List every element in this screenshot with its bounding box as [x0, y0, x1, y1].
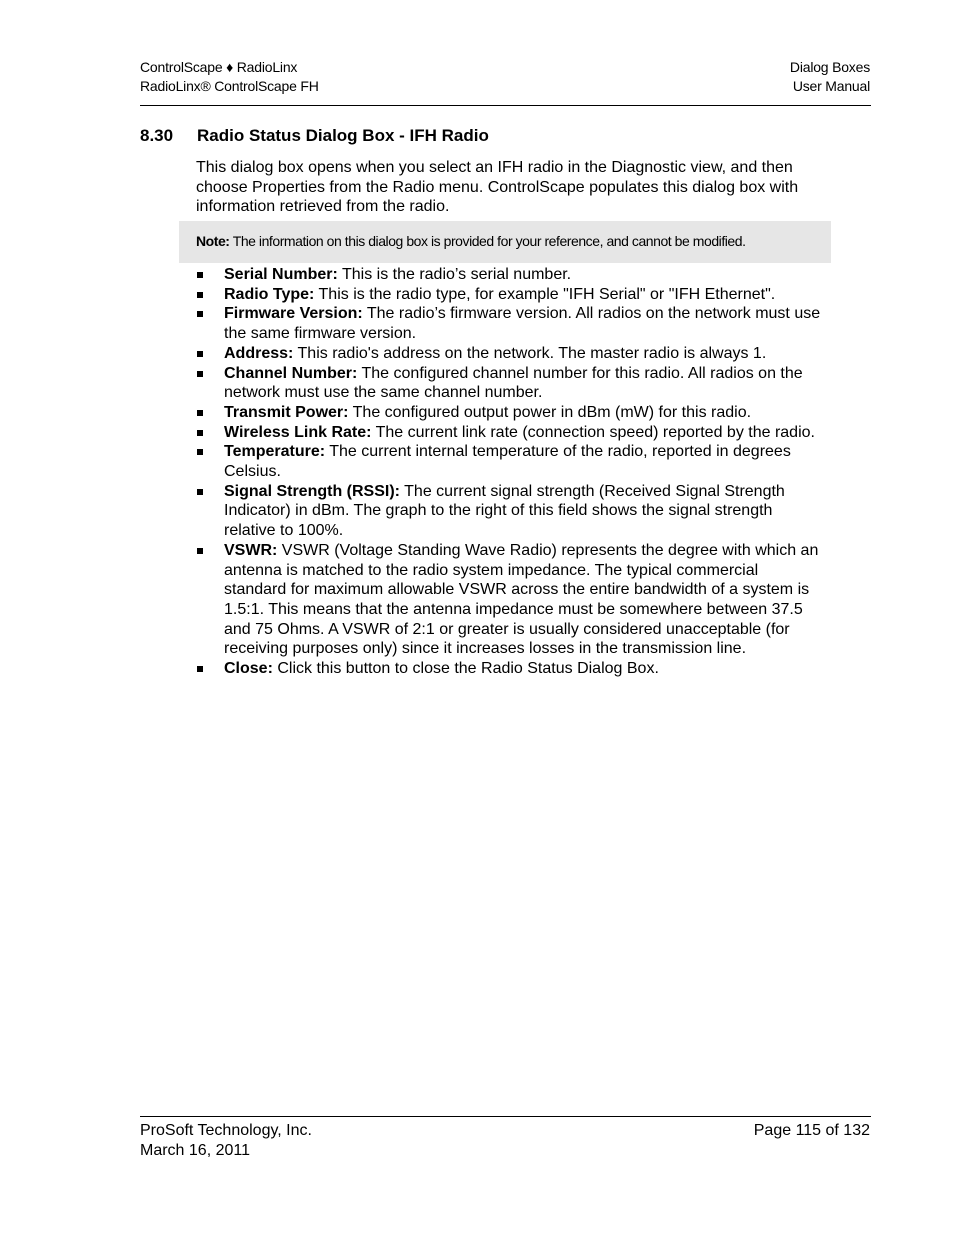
field-description: This is the radio type, for example "IFH Serial" or "IFH Ethernet".	[314, 285, 776, 303]
field-description: This radio's address on the network. The master radio is always 1.	[293, 344, 767, 362]
field-description: The radio’s firmware version. All radios on the network must use the same firmware version.	[224, 305, 821, 343]
field-term: Transmit Power:	[224, 403, 349, 421]
section-number: 8.30	[140, 126, 174, 145]
field-term: Firmware Version:	[224, 305, 363, 323]
bullet-square-icon	[197, 410, 203, 416]
field-term: Channel Number:	[224, 364, 358, 382]
header-chapter: Dialog Boxes	[789, 59, 870, 75]
bullet-square-icon	[197, 292, 203, 298]
list-item	[196, 265, 821, 285]
bullet-square-icon	[197, 272, 203, 278]
header-left	[140, 58, 319, 96]
section-heading	[140, 126, 489, 146]
list-item	[196, 304, 821, 343]
field-description: Click this button to close the Radio Status Dialog Box.	[272, 660, 659, 678]
field-term: Radio Type:	[224, 285, 315, 303]
note-label: Note:	[196, 233, 230, 249]
field-term: Temperature:	[224, 443, 326, 461]
footer-company: ProSoft Technology, Inc.	[140, 1122, 312, 1139]
field-term: Address:	[224, 344, 294, 362]
field-term: VSWR:	[224, 541, 278, 559]
header-product-line: ControlScape ♦ RadioLinx	[140, 59, 298, 75]
field-description: This is the radio’s serial number.	[337, 266, 572, 283]
field-description: The current link rate (connection speed) reported by the radio.	[371, 423, 815, 441]
section-title: Radio Status Dialog Box - IFH Radio	[197, 126, 489, 145]
field-description-list	[196, 265, 821, 679]
footer-date: March 16, 2011	[140, 1141, 250, 1159]
bullet-square-icon	[197, 351, 203, 357]
list-item	[196, 403, 821, 423]
list-item	[196, 541, 821, 659]
page-header	[140, 57, 871, 106]
list-item	[196, 364, 821, 403]
header-manual: User Manual	[792, 78, 870, 94]
bullet-square-icon	[197, 430, 203, 436]
field-description: VSWR (Voltage Standing Wave Radio) represents the degree with which an antenna is matched to the radio system impedance. The typical commercial standard for maximum allowable VSWR across the entire bandwidth of a system is 1.5:1. This means that the antenna impedance must be somewhere between 37.5 and 75 Ohms. A VSWR of 2:1 or greater is usually considered unacceptable (for receiving purposes only) since it increases losses in the transmission line.	[224, 541, 819, 658]
field-term: Serial Number:	[224, 266, 338, 283]
bullet-square-icon	[197, 489, 203, 495]
bullet-square-icon	[197, 371, 203, 377]
bullet-square-icon	[197, 666, 203, 672]
field-term: Signal Strength (RSSI):	[224, 482, 400, 500]
note-text: The information on this dialog box is provided for your reference, and cannot be modified.	[229, 233, 746, 249]
intro-paragraph: This dialog box opens when you select an IFH radio in the Diagnostic view, and then choose Properties from the Radio menu. ControlScape populates this dialog box with information retrieved from the radio.	[196, 159, 799, 216]
bullet-square-icon	[197, 311, 203, 317]
bullet-square-icon	[197, 548, 203, 554]
list-item	[196, 344, 821, 364]
field-term: Wireless Link Rate:	[224, 423, 372, 441]
bullet-square-icon	[197, 449, 203, 455]
header-product-subline: RadioLinx® ControlScape FH	[140, 78, 319, 94]
list-item	[196, 442, 821, 481]
field-description: The configured output power in dBm (mW) for this radio.	[348, 403, 752, 421]
page-footer	[140, 1116, 871, 1159]
list-item	[196, 482, 821, 541]
footer-left	[140, 1121, 312, 1160]
field-description: The configured channel number for this radio. All radios on the network must use the same channel number.	[224, 364, 803, 402]
list-item	[196, 659, 821, 679]
list-item	[196, 423, 821, 443]
note-box	[179, 221, 831, 263]
header-right	[790, 58, 870, 96]
field-term: Close:	[224, 660, 273, 678]
footer-page-number: Page 115 of 132	[753, 1122, 870, 1139]
field-description: The current internal temperature of the radio, reported in degrees Celsius.	[224, 443, 791, 481]
list-item	[196, 285, 821, 305]
field-description: The current signal strength (Received Signal Strength Indicator) in dBm. The graph to the right of this field shows the signal strength relative to 100%.	[224, 482, 785, 540]
